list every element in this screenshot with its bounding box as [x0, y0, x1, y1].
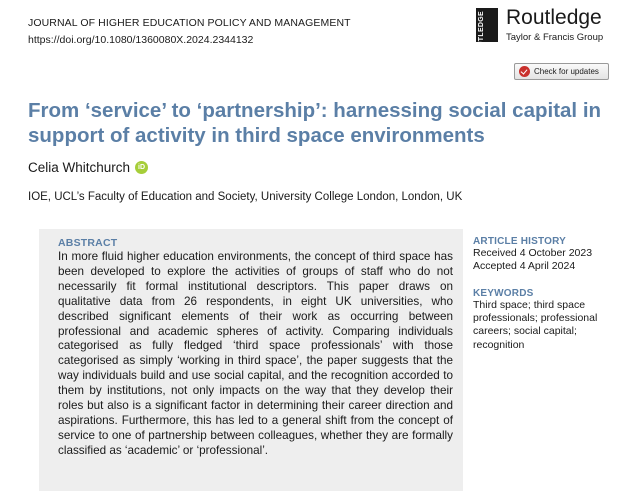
abstract-text: In more fluid higher education environments, the concept of third space has been developed to explore the activities of groups of staff who do not necessarily fit formal institutional descriptors. This paper draws on qualitative data from 26 respondents, in eight UK universities, who described significant elements of their work as occurring between professional and academic spheres of activity. Comparing individuals categorised as fully fledged ‘third space professionals’ with those categorised as simply ‘working in third space’, the paper suggests that the way individuals build and use social capital, and the recognition accorded to them by institutions, not only impacts on the way that they develop their roles but also is a significant factor in determining their career direction and aspirations. Furthermore, this has led to a general shift from the concept of service to one of partnership between colleagues, whether they are formally classified as ‘academic’ or ‘professional’.	[58, 250, 453, 457]
keywords-text: Third space; third space professionals; professional careers; social capital; recognition	[473, 299, 598, 351]
orcid-icon[interactable]: iD	[135, 161, 148, 174]
routledge-logo-icon	[476, 8, 498, 58]
keywords-heading: KEYWORDS	[473, 288, 534, 299]
affiliation: IOE, UCL’s Faculty of Education and Society, University College London, London, UK	[28, 191, 463, 203]
logo-box-text: ROUTLEDGE	[478, 11, 485, 58]
check-for-updates-button[interactable]	[514, 63, 609, 80]
keywords	[473, 288, 623, 352]
author-name[interactable]: Celia Whitchurch	[28, 160, 131, 175]
author-line	[28, 160, 148, 175]
publisher-subtitle: Taylor & Francis Group	[506, 32, 604, 43]
accepted-date: Accepted 4 April 2024	[473, 260, 576, 273]
abstract-box	[39, 229, 463, 491]
check-updates-label: Check for updates	[534, 67, 599, 76]
publisher-brand: Routledge	[506, 6, 602, 29]
journal-name: JOURNAL OF HIGHER EDUCATION POLICY AND MANAGEMENT	[28, 17, 351, 29]
article-title: From ‘service’ to ‘partnership’: harnessing social capital in support of activity in third space environments	[28, 99, 602, 147]
article-history	[473, 236, 623, 273]
check-updates-icon	[519, 66, 530, 77]
abstract-heading: ABSTRACT	[58, 237, 118, 249]
article-history-heading: ARTICLE HISTORY	[473, 236, 567, 247]
doi-link[interactable]: https://doi.org/10.1080/1360080X.2024.2344132	[28, 34, 254, 46]
received-date: Received 4 October 2023	[473, 247, 593, 259]
publisher-logo	[476, 6, 626, 58]
